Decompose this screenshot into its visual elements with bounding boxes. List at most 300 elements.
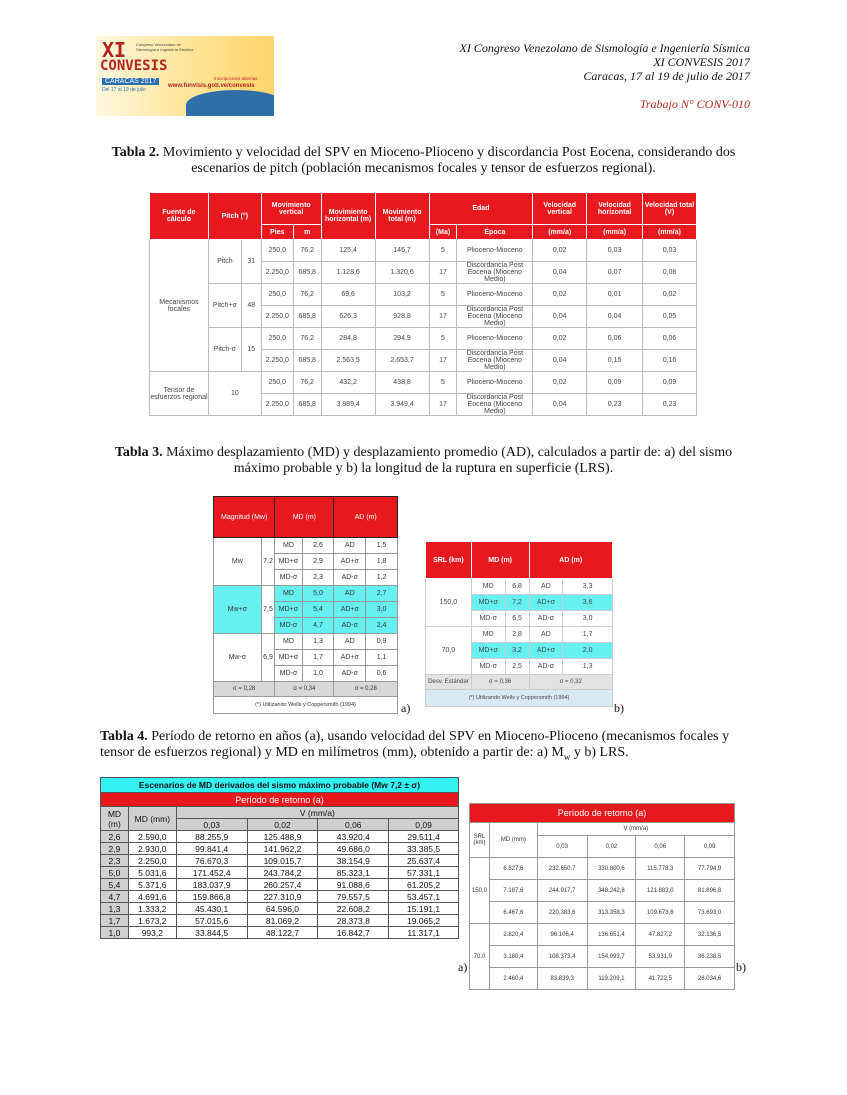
pitch-name-cell: Pitch-σ [208, 328, 241, 372]
table-cell: 15.191,1 [389, 903, 459, 915]
th-mov-total: Movimiento total (m) [375, 193, 429, 240]
table-cell: 0,23 [587, 394, 643, 416]
table-cell: 0,07 [587, 262, 643, 284]
table-cell: 61.205,2 [389, 879, 459, 891]
table-cell: 17 [429, 394, 457, 416]
table-cell: 159.866,8 [176, 891, 247, 903]
table-cell: 19.065,2 [389, 915, 459, 927]
table-cell: 2.930,0 [128, 843, 176, 855]
table-cell: 2.250,0 [261, 262, 293, 284]
tabla4a-label: a) [458, 960, 468, 974]
table-cell: 76.670,3 [176, 855, 247, 867]
table-cell: 64.596,0 [247, 903, 318, 915]
table-cell: AD+σ [529, 643, 563, 659]
th-srl: SRL (km) [426, 542, 472, 579]
table-cell: 2,6 [101, 831, 129, 843]
table-row [101, 915, 459, 927]
table-cell: 76,2 [293, 284, 321, 306]
table-cell: 5 [429, 284, 457, 306]
table-cell: 125.488,9 [247, 831, 318, 843]
table-cell: 2,9 [101, 843, 129, 855]
table-cell: 928,8 [375, 306, 429, 328]
table-row [470, 902, 735, 924]
table-cell: 171.452,4 [176, 867, 247, 879]
table-cell: 5 [429, 372, 457, 394]
table-cell: 38.154,9 [318, 855, 389, 867]
th-mma-2: (mm/a) [587, 225, 643, 240]
table-cell: 1,8 [366, 554, 398, 570]
srl-value: 150,0 [426, 579, 472, 627]
table-cell: MD+σ [275, 554, 302, 570]
table-cell: 49.686,0 [318, 843, 389, 855]
table-row [470, 858, 735, 880]
table-cell: 3,6 [563, 595, 613, 611]
tabla3a [213, 496, 398, 714]
table-cell: MD [275, 538, 302, 554]
table-cell: 0,02 [533, 372, 587, 394]
table-cell: Discordancia Post Eocena (Mioceno Medio) [457, 394, 533, 416]
table-cell: 4.691,6 [128, 891, 176, 903]
table-cell: 1,7 [302, 650, 334, 666]
table-cell: MD+σ [471, 595, 505, 611]
table-cell: 5,4 [101, 879, 129, 891]
table-cell: 5,0 [302, 586, 334, 602]
table-cell: 685,8 [293, 394, 321, 416]
th-mov-horizontal: Movimiento horizontal (m) [321, 193, 375, 240]
table-cell: AD [334, 634, 366, 650]
table-row [470, 968, 735, 990]
table-cell: 0,16 [643, 350, 697, 372]
table-row [426, 627, 613, 643]
table-cell: 6.467,6 [489, 902, 537, 924]
table-cell: AD-σ [334, 666, 366, 682]
table-cell: 121.883,0 [636, 880, 685, 902]
pitch-value-cell: 48 [241, 284, 261, 328]
tabla4b-body [470, 858, 735, 990]
table-cell: 5.371,6 [128, 879, 176, 891]
table-cell: 5,4 [302, 602, 334, 618]
sigma-ad: σ = 0,28 [334, 682, 398, 697]
table-cell: 7,2 [505, 595, 529, 611]
table-cell: 108.373,4 [537, 946, 587, 968]
table-cell: 2,9 [302, 554, 334, 570]
table-cell: 6.827,6 [489, 858, 537, 880]
table-cell: MD+σ [275, 650, 302, 666]
table-cell: 250,0 [261, 240, 293, 262]
th-md-m: MD (m) [101, 807, 129, 831]
table-cell: 6,8 [505, 579, 529, 595]
table-cell: 2,8 [505, 627, 529, 643]
table-cell: 45.430,1 [176, 903, 247, 915]
table-row [470, 946, 735, 968]
tabla4-caption-text-2: y b) LRS. [570, 745, 629, 760]
tabla4-caption [100, 729, 747, 765]
table-cell: 3,0 [563, 611, 613, 627]
note-row [214, 697, 398, 714]
source-cell: Mecanismos focales [150, 240, 209, 372]
table-cell: 438,8 [375, 372, 429, 394]
table-cell: 1.333,2 [128, 903, 176, 915]
sigma-md: σ = 0,34 [275, 682, 334, 697]
table-cell: 0,04 [533, 350, 587, 372]
tabla3a-label: a) [401, 701, 411, 715]
table-row [150, 328, 697, 350]
th-edad: Edad [429, 193, 533, 225]
table-cell: 109.673,6 [636, 902, 685, 924]
table-cell: 3,0 [366, 602, 398, 618]
table-cell: 109.015,7 [247, 855, 318, 867]
table-cell: 2,5 [505, 659, 529, 675]
logo-inscriptions: Inscripciones abiertas [214, 76, 258, 81]
table-cell: AD+σ [334, 602, 366, 618]
table-row [101, 843, 459, 855]
th-fuente: Fuente de cálculo [150, 193, 209, 240]
note-row [426, 690, 613, 707]
table-cell: 227.310,9 [247, 891, 318, 903]
pitch-name-cell: Pitch [208, 240, 241, 284]
sigma-mag: σ = 0,28 [214, 682, 275, 697]
table-cell: 432,2 [321, 372, 375, 394]
table-cell: 96.106,4 [537, 924, 587, 946]
tabla2-caption-label: Tabla 2. [111, 145, 160, 160]
table-cell: 2.460,4 [489, 968, 537, 990]
table-cell: MD-σ [471, 611, 505, 627]
pitch-value-cell: 10 [208, 372, 261, 416]
footer-row [214, 682, 398, 697]
tabla3-caption-label: Tabla 3. [114, 445, 163, 460]
tabla3a-body [214, 538, 398, 714]
table-row [470, 924, 735, 946]
th-v-4: 0,09 [389, 819, 459, 831]
table-cell: 1,7 [563, 627, 613, 643]
source-cell: Tensor de esfuerzos regional [150, 372, 209, 416]
table-cell: 53.457,1 [389, 891, 459, 903]
tabla4b-label: b) [736, 960, 746, 974]
logo-dates: Del 17 al 19 de julio [102, 87, 146, 93]
table-cell: 77.794,9 [685, 858, 735, 880]
table-cell: 2,7 [366, 586, 398, 602]
table-cell: AD+σ [529, 595, 563, 611]
table-cell: 313.358,3 [587, 902, 636, 924]
th-v-1: 0,03 [176, 819, 247, 831]
table-cell: 284,8 [321, 328, 375, 350]
table-cell: 0,02 [643, 284, 697, 306]
tabla4a [100, 777, 459, 939]
table-cell: 5.031,6 [128, 867, 176, 879]
th-ad: AD (m) [334, 497, 398, 538]
logo-url: www.funvisis.gob.ve/convesis [168, 83, 255, 89]
table-cell: 0,09 [643, 372, 697, 394]
th-md: MD (m) [471, 542, 529, 579]
table-cell: 685,8 [293, 306, 321, 328]
table-cell: Discordancia Post Eocena (Mioceno Medio) [457, 262, 533, 284]
table-cell: MD-σ [275, 570, 302, 586]
table-cell: AD [529, 579, 563, 595]
table-cell: 76,2 [293, 240, 321, 262]
table-cell: 47.827,2 [636, 924, 685, 946]
table-cell: Plioceno-Mioceno [457, 328, 533, 350]
tabla4b-period: Período de retorno (a) [470, 804, 735, 823]
table-cell: 244.917,7 [537, 880, 587, 902]
table-cell: 1,1 [366, 650, 398, 666]
th-epoca: Época [457, 225, 533, 240]
table-cell: 0,02 [533, 240, 587, 262]
table-row [101, 927, 459, 939]
table-cell: 125,4 [321, 240, 375, 262]
table-cell: 99.841,4 [176, 843, 247, 855]
sigma-md: σ = 0,36 [471, 675, 529, 690]
std-label: Desv. Estándar [426, 675, 472, 690]
th-m: m [293, 225, 321, 240]
th-v-3: 0,06 [318, 819, 389, 831]
table-cell: 5,0 [101, 867, 129, 879]
tabla4a-title: Escenarios de MD derivados del sismo máximo probable (Mw 7,2 ± σ) [101, 778, 459, 793]
table-cell: 85.323,1 [318, 867, 389, 879]
table-cell: 7.187,6 [489, 880, 537, 902]
th-srl: SRL (km) [470, 823, 490, 858]
table-cell: 2.563,5 [321, 350, 375, 372]
table-cell: 79.557,5 [318, 891, 389, 903]
table-cell: 1,0 [101, 927, 129, 939]
th-v-2: 0,02 [247, 819, 318, 831]
table-cell: 3.180,4 [489, 946, 537, 968]
table-cell: MD [471, 627, 505, 643]
table-cell: Discordancia Post Eocena (Mioceno Medio) [457, 350, 533, 372]
tabla4-caption-sub: w [563, 751, 571, 762]
table-cell: 3.889,4 [321, 394, 375, 416]
table-cell: 154.093,7 [587, 946, 636, 968]
table-cell: 17 [429, 306, 457, 328]
table-cell: 0,6 [366, 666, 398, 682]
footer-row [426, 675, 613, 690]
table-cell: 2,3 [101, 855, 129, 867]
table-row [214, 586, 398, 602]
table-cell: 685,8 [293, 350, 321, 372]
pitch-value-cell: 15 [241, 328, 261, 372]
th-ad: AD (m) [529, 542, 613, 579]
th-v: V (mm/a) [537, 823, 734, 836]
table-cell: 0,02 [533, 328, 587, 350]
table-row [214, 634, 398, 650]
magnitude-label: Mw [214, 538, 262, 586]
table-cell: 16.842,7 [318, 927, 389, 939]
table-cell: 28.034,6 [685, 968, 735, 990]
table-cell: 0,02 [533, 284, 587, 306]
table-cell: 0,04 [533, 394, 587, 416]
th-ma: (Ma) [429, 225, 457, 240]
tabla4b [469, 803, 735, 990]
table-cell: 76,2 [293, 328, 321, 350]
table-cell: MD-σ [471, 659, 505, 675]
table-cell: 41.722,5 [636, 968, 685, 990]
table-cell: Discordancia Post Eocena (Mioceno Medio) [457, 306, 533, 328]
table-cell: Plioceno-Mioceno [457, 240, 533, 262]
table-cell: 2.590,0 [128, 831, 176, 843]
table-cell: 4,7 [302, 618, 334, 634]
table-cell: 32.136,5 [685, 924, 735, 946]
table-row [426, 579, 613, 595]
pitch-value-cell: 31 [241, 240, 261, 284]
table-cell: 2,3 [302, 570, 334, 586]
table-cell: 1,3 [563, 659, 613, 675]
logo-hill-graphic [186, 90, 274, 116]
table-cell: 0,06 [643, 328, 697, 350]
tabla3b-label: b) [614, 701, 624, 715]
table-cell: 2.250,0 [261, 350, 293, 372]
th-md: MD (m) [275, 497, 334, 538]
table-cell: AD [529, 627, 563, 643]
table-cell: AD-σ [334, 570, 366, 586]
table-cell: 1,5 [366, 538, 398, 554]
table-cell: 81.896,8 [685, 880, 735, 902]
table-row [101, 903, 459, 915]
th-v: V (mm/a) [176, 807, 458, 819]
srl-value: 70,0 [470, 924, 490, 990]
table-cell: 119.209,1 [587, 968, 636, 990]
logo-city: CARACAS 2017 [102, 78, 159, 85]
magnitude-label: Mw+σ [214, 586, 262, 634]
table-cell: AD [334, 586, 366, 602]
srl-value: 150,0 [470, 858, 490, 924]
note-cell: (*) Utilizando Wells y Coppersmith (1994) [426, 690, 613, 707]
table-cell: 260.257,4 [247, 879, 318, 891]
tabla4a-period: Período de retorno (a) [101, 793, 459, 807]
header-line-1: XI Congreso Venezolano de Sismología e Ingeniería Sísmica [459, 41, 750, 55]
table-cell: 115.778,3 [636, 858, 685, 880]
table-cell: 6,5 [505, 611, 529, 627]
th-v-1: 0,03 [537, 836, 587, 858]
tabla3b [425, 541, 613, 707]
table-cell: 3,2 [505, 643, 529, 659]
table-cell: AD [334, 538, 366, 554]
table-cell: 250,0 [261, 372, 293, 394]
table-cell: 33.385,5 [389, 843, 459, 855]
table-cell: 5 [429, 240, 457, 262]
header-line-3: Caracas, 17 al 19 de julio de 2017 [583, 69, 750, 83]
table-row [101, 855, 459, 867]
table-cell: 0,03 [643, 240, 697, 262]
table-cell: 36.238,5 [685, 946, 735, 968]
table-cell: 626,3 [321, 306, 375, 328]
table-cell: MD [275, 634, 302, 650]
table-cell: 220.383,6 [537, 902, 587, 924]
table-cell: 48.122,7 [247, 927, 318, 939]
table-row [101, 879, 459, 891]
table-cell: 83.839,3 [537, 968, 587, 990]
tabla2-caption-text: Movimiento y velocidad del SPV en Mioceno-Plioceno y discordancia Post Eocena, considerando dos escenarios de pitch (población mecanismos focales y tensor de esfuerzos regional). [159, 145, 736, 176]
table-cell: 0,05 [643, 306, 697, 328]
table-cell: 0,04 [533, 262, 587, 284]
table-row [470, 880, 735, 902]
table-cell: 43.920,4 [318, 831, 389, 843]
table-cell: AD+σ [334, 650, 366, 666]
table-cell: MD-σ [275, 666, 302, 682]
table-cell: 0,23 [643, 394, 697, 416]
table-cell: 2,6 [302, 538, 334, 554]
table-cell: MD [275, 586, 302, 602]
table-cell: 69,6 [321, 284, 375, 306]
table-cell: 25.637,4 [389, 855, 459, 867]
th-pitch: Pitch (°) [208, 193, 261, 240]
tabla4-caption-label: Tabla 4. [100, 729, 148, 744]
table-cell: 33.844,5 [176, 927, 247, 939]
table-row [101, 867, 459, 879]
table-cell: 243.784,2 [247, 867, 318, 879]
tabla2-body [150, 240, 697, 416]
table-cell: 685,8 [293, 262, 321, 284]
table-row [150, 372, 697, 394]
table-cell: 1,2 [366, 570, 398, 586]
table-cell: AD-σ [334, 618, 366, 634]
table-cell: Plioceno-Mioceno [457, 372, 533, 394]
table-cell: 1,7 [101, 915, 129, 927]
table-cell: 0,08 [643, 262, 697, 284]
table-cell: 3,3 [563, 579, 613, 595]
table-cell: 0,03 [587, 240, 643, 262]
table-cell: 57.015,6 [176, 915, 247, 927]
table-cell: 0,9 [366, 634, 398, 650]
table-cell: 17 [429, 262, 457, 284]
th-vel-total: Velocidad total (V) [643, 193, 697, 225]
table-cell: 22.608,2 [318, 903, 389, 915]
table-cell: 183.037,9 [176, 879, 247, 891]
th-mov-vertical: Movimiento vertical [261, 193, 321, 225]
table-row [150, 284, 697, 306]
table-cell: 146,7 [375, 240, 429, 262]
th-v-2: 0,02 [587, 836, 636, 858]
logo-title: XI [102, 38, 127, 62]
table-cell: 2.250,0 [261, 306, 293, 328]
table-cell: 0,15 [587, 350, 643, 372]
table-cell: 2.250,0 [261, 394, 293, 416]
table-cell: Plioceno-Mioceno [457, 284, 533, 306]
table-cell: 29.511,4 [389, 831, 459, 843]
th-md-mm: MD (mm) [128, 807, 176, 831]
table-cell: 28.373,8 [318, 915, 389, 927]
sigma-ad: σ = 0,32 [529, 675, 613, 690]
th-pies: Pies [261, 225, 293, 240]
th-magnitud: Magnitud (Mw) [214, 497, 275, 538]
table-cell: 1,3 [302, 634, 334, 650]
table-cell: 88.255,9 [176, 831, 247, 843]
note-cell: (*) Utilizando Wells y Coppersmith (1994) [214, 697, 398, 714]
tabla3-caption [100, 445, 747, 477]
table-cell: 2,0 [563, 643, 613, 659]
table-cell: MD-σ [275, 618, 302, 634]
table-cell: 0,01 [587, 284, 643, 306]
table-cell: AD+σ [334, 554, 366, 570]
table-cell: 0,04 [587, 306, 643, 328]
th-mma-1: (mm/a) [533, 225, 587, 240]
magnitude-value: 7,5 [261, 586, 275, 634]
tabla2-caption [100, 145, 747, 177]
table-cell: 1.673,2 [128, 915, 176, 927]
srl-value: 70,0 [426, 627, 472, 675]
work-number: Trabajo N° CONV-010 [639, 97, 750, 111]
table-cell: 76,2 [293, 372, 321, 394]
table-cell: 993,2 [128, 927, 176, 939]
table-cell: 1.320,6 [375, 262, 429, 284]
th-vel-vertical: Velocidad vertical [533, 193, 587, 225]
table-cell: MD [471, 579, 505, 595]
table-cell: 53.931,9 [636, 946, 685, 968]
table-cell: 81.069,2 [247, 915, 318, 927]
table-cell: 103,2 [375, 284, 429, 306]
table-cell: 2,4 [366, 618, 398, 634]
table-cell: 4,7 [101, 891, 129, 903]
tabla4-caption-text-1: Período de retorno en años (a), usando velocidad del SPV en Mioceno-Plioceno (mecanismos focales y tensor de esfuerzos regional) y MD en milímetros (mm), obtenido a partir de: a) M [100, 729, 730, 760]
logo-name: CONVESIS [100, 58, 168, 74]
